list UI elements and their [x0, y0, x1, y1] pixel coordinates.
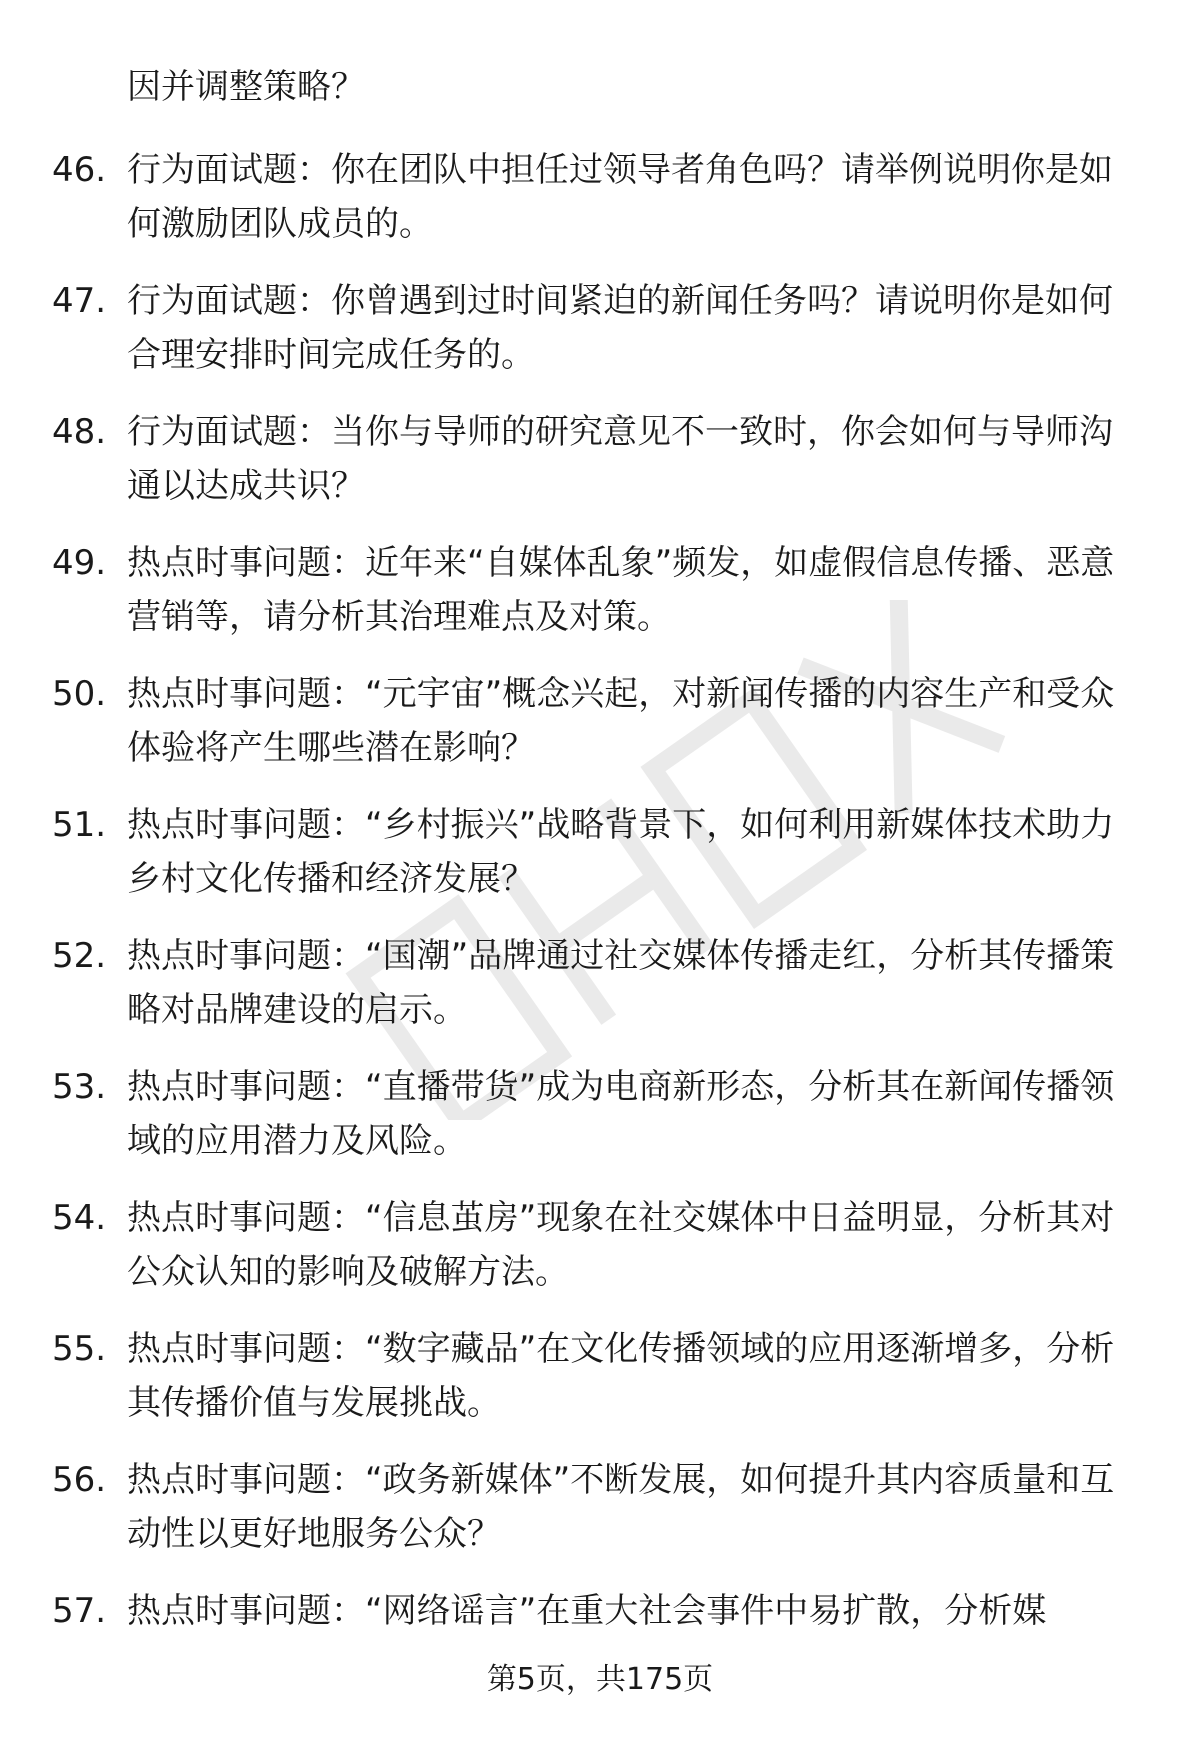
- question-text: 热点时事问题：“乡村振兴”战略背景下，如何利用新媒体技术助力乡村文化传播和经济发展？: [127, 805, 1115, 899]
- question-text: 行为面试题：当你与导师的研究意见不一致时，你会如何与导师沟通以达成共识？: [127, 412, 1113, 506]
- question-text: 热点时事问题：“国潮”品牌通过社交媒体传播走红，分析其传播策略对品牌建设的启示。: [127, 936, 1115, 1030]
- list-item: [0, 143, 1200, 274]
- question-number: 51.: [52, 805, 107, 845]
- list-item: [0, 798, 1200, 929]
- question-number: 46.: [52, 150, 107, 190]
- question-text: 行为面试题：你曾遇到过时间紧迫的新闻任务吗？请说明你是如何合理安排时间完成任务的。: [127, 281, 1113, 375]
- question-number: 48.: [52, 412, 107, 452]
- question-number: 50.: [52, 674, 107, 714]
- question-number: 47.: [52, 281, 107, 321]
- list-item: [0, 667, 1200, 798]
- question-text: 热点时事问题：“信息茧房”现象在社交媒体中日益明显，分析其对公众认知的影响及破解方法。: [127, 1198, 1115, 1292]
- question-text: 热点时事问题：“元宇宙”概念兴起，对新闻传播的内容生产和受众体验将产生哪些潜在影响？: [127, 674, 1115, 768]
- question-text: 热点时事问题：近年来“自媒体乱象”频发，如虚假信息传播、恶意营销等，请分析其治理难点及对策。: [127, 543, 1115, 637]
- question-number: 57.: [52, 1591, 107, 1631]
- question-number: 49.: [52, 543, 107, 583]
- list-item: [0, 1322, 1200, 1453]
- question-text: 热点时事问题：“网络谣言”在重大社会事件中易扩散，分析媒: [127, 1591, 1047, 1631]
- list-item: [0, 1453, 1200, 1584]
- question-number: 52.: [52, 936, 107, 976]
- list-item: [0, 536, 1200, 667]
- continuation-text: 因并调整策略？: [127, 67, 365, 107]
- question-list: [0, 143, 1200, 1715]
- list-item: [0, 405, 1200, 536]
- page-number-footer: 第5页，共175页: [486, 1662, 714, 1697]
- list-item: [0, 1060, 1200, 1191]
- question-text: 热点时事问题：“政务新媒体”不断发展，如何提升其内容质量和互动性以更好地服务公众？: [127, 1460, 1115, 1554]
- list-item: [0, 929, 1200, 1060]
- list-item: [0, 1191, 1200, 1322]
- question-number: 55.: [52, 1329, 107, 1369]
- question-number: 53.: [52, 1067, 107, 1107]
- question-text: 热点时事问题：“数字藏品”在文化传播领域的应用逐渐增多，分析其传播价值与发展挑战。: [127, 1329, 1115, 1423]
- question-text: 热点时事问题：“直播带货”成为电商新形态，分析其在新闻传播领域的应用潜力及风险。: [127, 1067, 1115, 1161]
- question-number: 54.: [52, 1198, 107, 1238]
- question-number: 56.: [52, 1460, 107, 1500]
- question-text: 行为面试题：你在团队中担任过领导者角色吗？请举例说明你是如何激励团队成员的。: [127, 150, 1113, 244]
- list-item: [0, 274, 1200, 405]
